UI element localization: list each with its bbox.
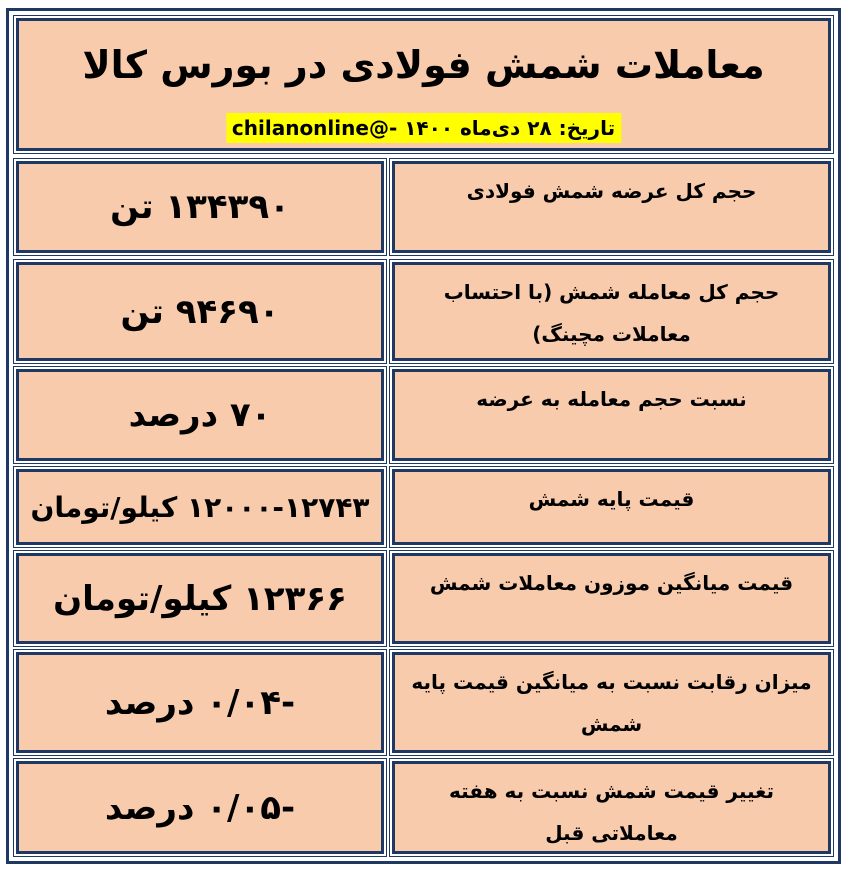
- table-row-5-label-cell: [392, 553, 831, 644]
- row-value: -۰/۰۵ درصد: [104, 787, 296, 828]
- table-row-6-label-cell: [392, 652, 831, 753]
- header-cell: [16, 18, 831, 151]
- table-row-3-value-cell: [16, 369, 384, 461]
- table-row-6-value-cell: [16, 652, 384, 753]
- row-value: ۹۴۶۹۰ تن: [120, 291, 280, 332]
- row-value: ۱۲۳۶۶ کیلو/تومان: [53, 578, 347, 619]
- table-row-7-value-cell: [16, 761, 384, 854]
- row-label: نسبت حجم معامله به عرضه: [476, 387, 747, 411]
- row-value: ۱۳۴۳۹۰ تن: [110, 187, 290, 227]
- page-title: معاملات شمش فولادی در بورس کالا: [82, 43, 765, 87]
- row-label: میزان رقابت نسبت به میانگین قیمت پایه شمش: [411, 670, 812, 736]
- row-label: قیمت میانگین موزون معاملات شمش: [429, 571, 794, 595]
- row-label: قیمت پایه شمش: [528, 487, 695, 511]
- row-value: ۱۲۰۰۰-۱۲۷۴۳ کیلو/تومان: [30, 490, 370, 524]
- row-label: حجم کل معامله شمش (با احتساب معاملات مچینگ): [443, 280, 780, 346]
- table-row-7-label-cell: [392, 761, 831, 854]
- table-row-1-value-cell: [16, 161, 384, 253]
- date-line: تاریخ: ۲۸ دی‌ماه ۱۴۰۰ -@chilanonline: [226, 113, 621, 143]
- table-row-2-label-cell: [392, 262, 831, 361]
- row-label: تغییر قیمت شمش نسبت به هفته معاملاتی قبل: [449, 779, 774, 845]
- table-row-5-value-cell: [16, 553, 384, 644]
- table-row-3-label-cell: [392, 369, 831, 461]
- row-label: حجم کل عرضه شمش فولادی: [466, 179, 757, 203]
- table-row-1-label-cell: [392, 161, 831, 253]
- table-row-4-label-cell: [392, 469, 831, 545]
- table-row-4-value-cell: [16, 469, 384, 545]
- row-value: -۰/۰۴ درصد: [104, 682, 296, 723]
- table-row-2-value-cell: [16, 262, 384, 361]
- row-value: ۷۰ درصد: [128, 395, 272, 435]
